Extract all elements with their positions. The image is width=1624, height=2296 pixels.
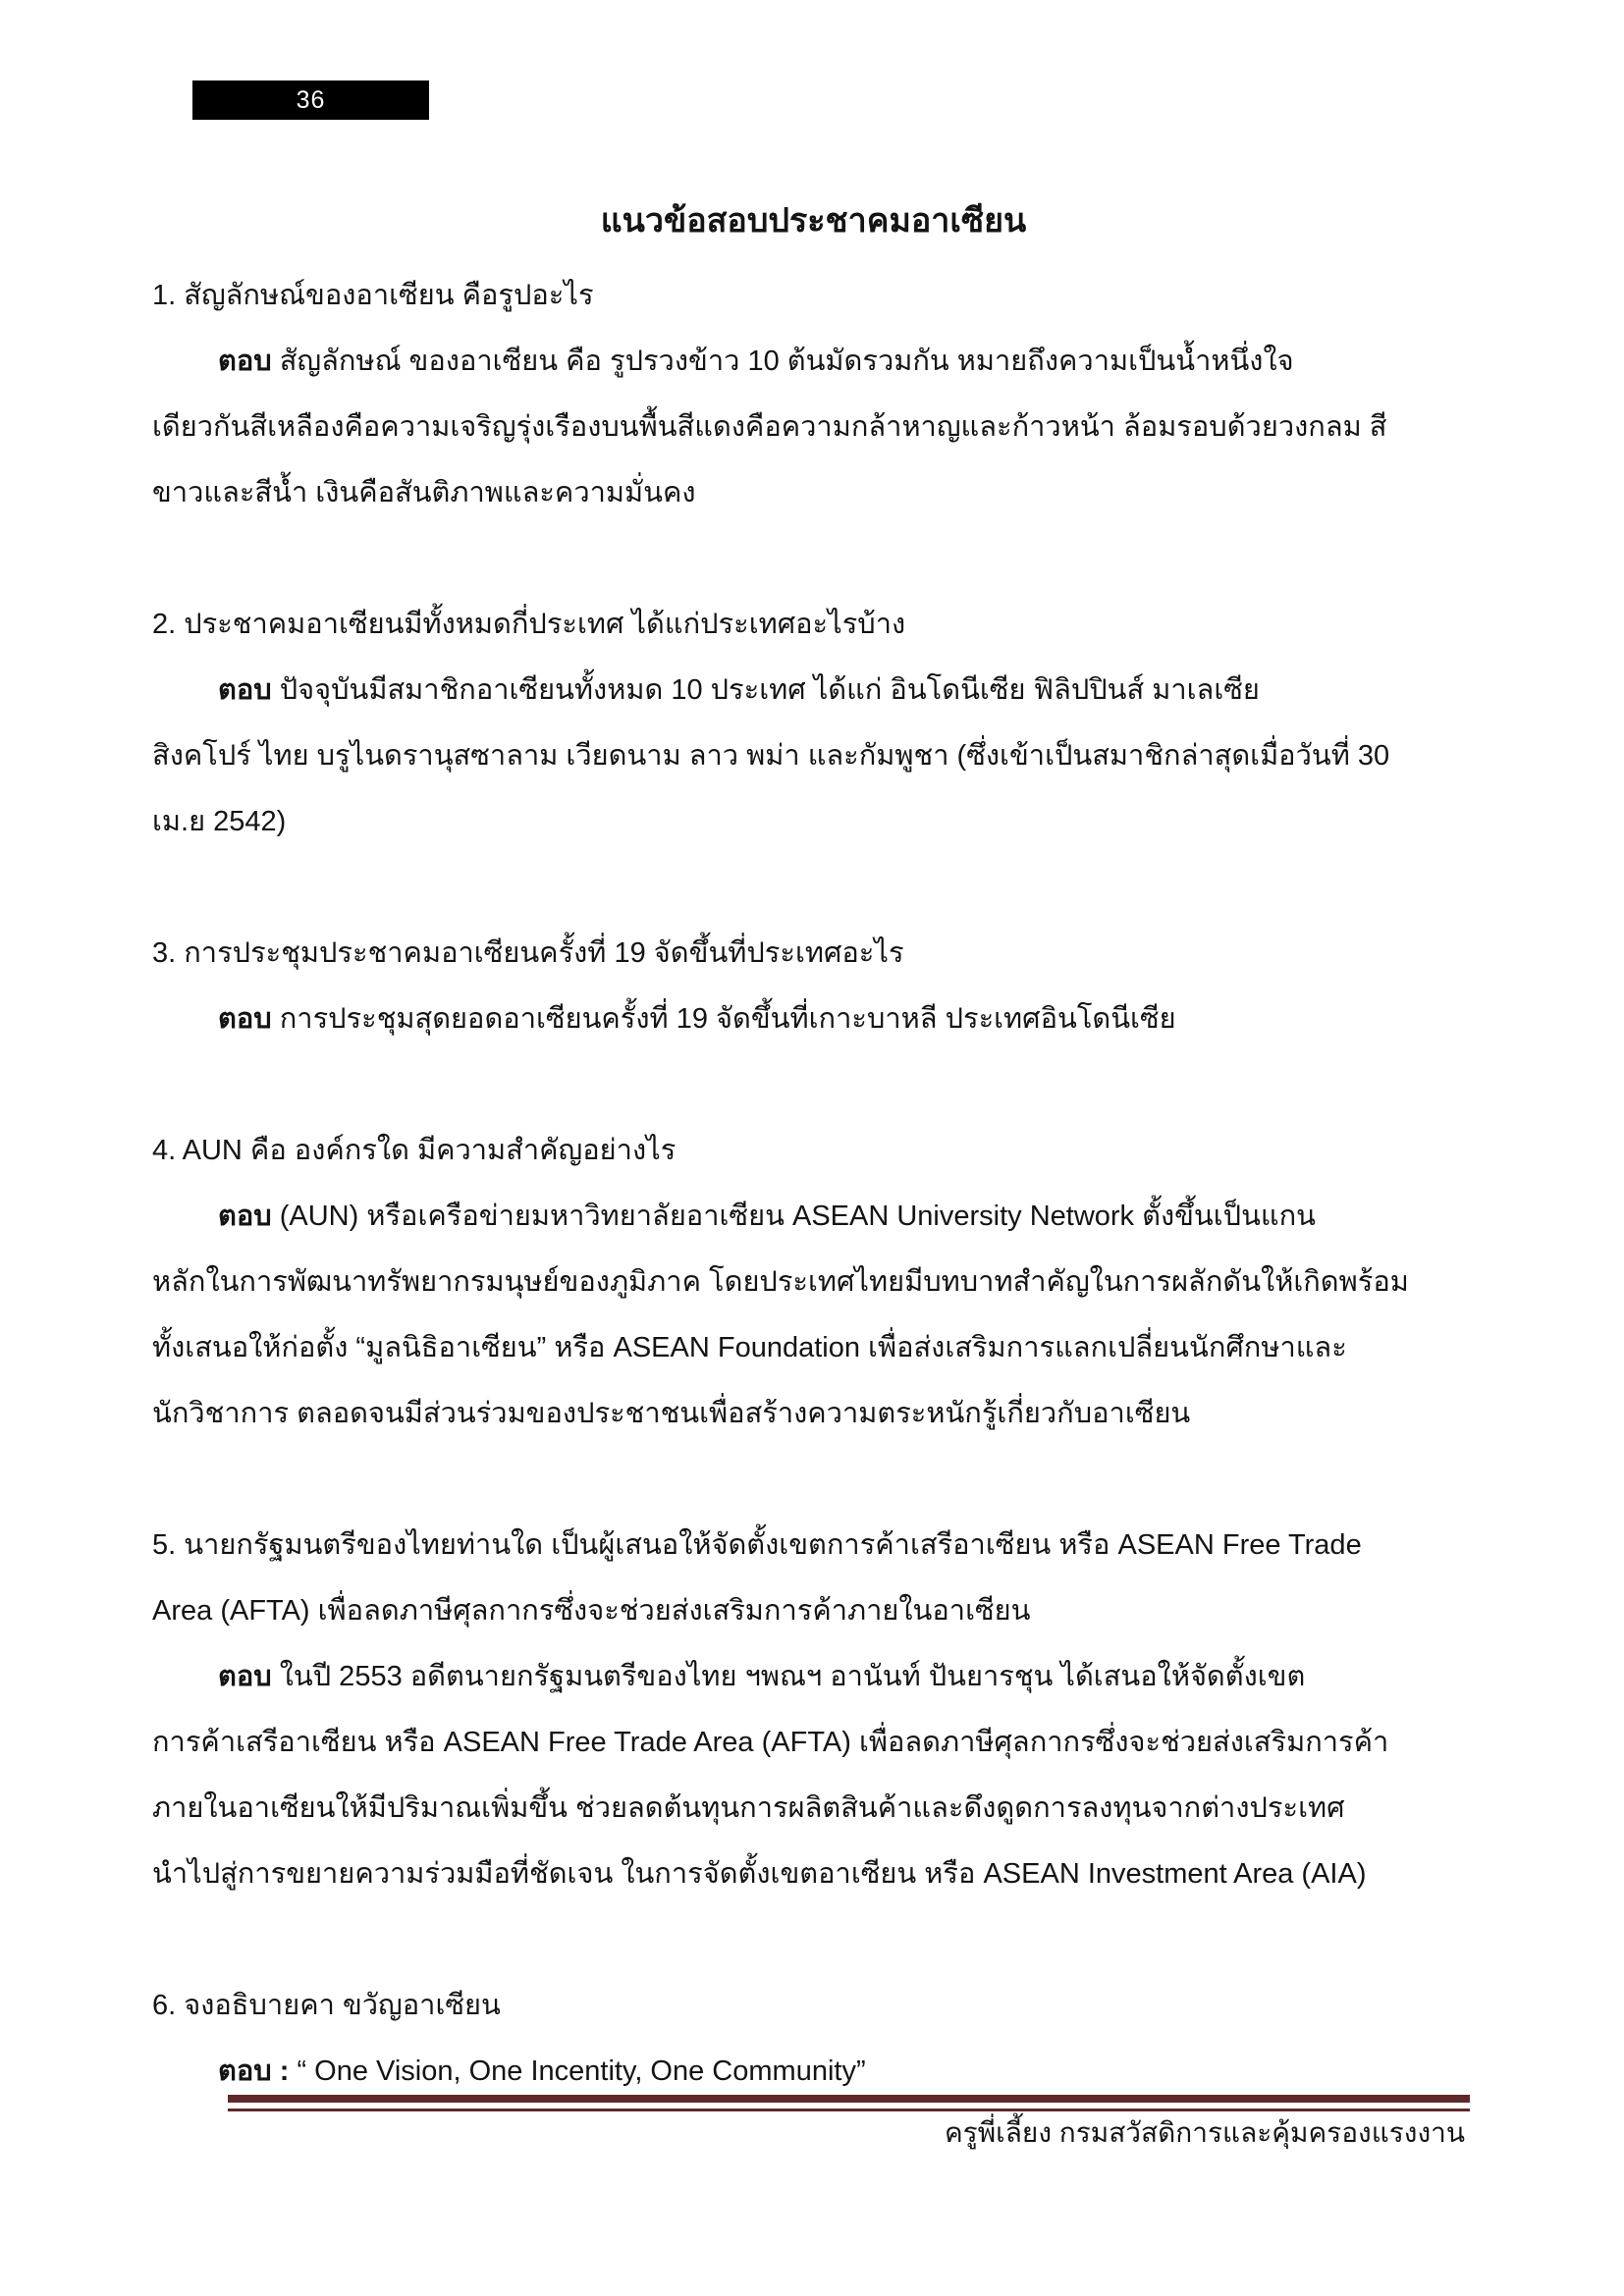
answer-line — [152, 658, 1475, 723]
footer-rule-thick — [228, 2095, 1470, 2103]
answer-line: การค้าเสรีอาเซียน หรือ ASEAN Free Trade Area (AFTA) เพื่อลดภาษีศุลกากรซึ่งจะช่วยส่งเสริมการค้า — [152, 1727, 1389, 1758]
answer-text: ในปี 2553 อดีตนายกรัฐมนตรีของไทย ฯพณฯ อานันท์ ปันยารชุน ได้เสนอให้จัดตั้งเขต — [279, 1661, 1306, 1692]
document-body — [152, 196, 1475, 2105]
answer-label: ตอบ — [218, 674, 272, 706]
qa-item-2 — [152, 592, 1475, 855]
answer-line — [152, 1644, 1475, 1710]
answer-line: ภายในอาเซียนให้มีปริมาณเพิ่มขึ้น ช่วยลดต้นทุนการผลิตสินค้าและดึงดูดการลงทุนจากต่างประเทศ — [152, 1792, 1345, 1824]
answer-line — [152, 329, 1475, 395]
question-line: Area (AFTA) เพื่อลดภาษีศุลกากรซึ่งจะช่วยส่งเสริมการค้าภายในอาเซียน — [152, 1595, 1031, 1627]
answer-line: สิงคโปร์ ไทย บรูไนดรานุสซาลาม เวียดนาม ลาว พม่า และกัมพูชา (ซึ่งเข้าเป็นสมาชิกล่าสุดเมื่อวันที่ 30 — [152, 740, 1390, 772]
answer-text: (AUN) หรือเครือข่ายมหาวิทยาลัยอาเซียน ASEAN University Network ตั้งขึ้นเป็นแกน — [279, 1201, 1316, 1232]
footer-credit: ครูพี่เลี้ยง กรมสวัสดิการและคุ้มครองแรงงาน — [944, 2117, 1465, 2148]
answer-text: ปัจจุบันมีสมาชิกอาเซียนทั้งหมด 10 ประเทศ ได้แก่ อินโดนีเซีย ฟิลิปปินส์ มาเลเซีย — [279, 674, 1260, 706]
answer-line: ทั้งเสนอให้ก่อตั้ง “มูลนิธิอาเซียน” หรือ ASEAN Foundation เพื่อส่งเสริมการแลกเปลี่ยนนักศึกษาและ — [152, 1332, 1347, 1363]
answer-line: ขาวและสีน้ำ เงินคือสันติภาพและความมั่นคง — [152, 477, 696, 508]
question-line: 4. AUN คือ องค์กรใด มีความสำคัญอย่างไร — [152, 1135, 677, 1166]
page-number-badge — [192, 80, 429, 120]
answer-label: ตอบ — [218, 1661, 272, 1692]
answer-label: ตอบ : — [218, 2056, 290, 2087]
answer-label: ตอบ — [218, 1003, 272, 1035]
answer-line: หลักในการพัฒนาทรัพยากรมนุษย์ของภูมิภาค โดยประเทศไทยมีบทบาทสำคัญในการผลักดันให้เกิดพร้อม — [152, 1266, 1409, 1298]
qa-item-4 — [152, 1118, 1475, 1447]
question-line: 2. ประชาคมอาเซียนมีทั้งหมดกี่ประเทศ ได้แก่ประเทศอะไรบ้าง — [152, 609, 906, 640]
footer-rule-thin — [228, 2109, 1470, 2111]
qa-item-6 — [152, 1973, 1475, 2105]
qa-item-1 — [152, 263, 1475, 526]
qa-item-3 — [152, 921, 1475, 1052]
answer-line: เดียวกันสีเหลืองคือความเจริญรุ่งเรืองบนพื้นสีแดงคือความกล้าหาญและก้าวหน้า ล้อมรอบด้วยวงกลม สี — [152, 411, 1387, 443]
answer-label: ตอบ — [218, 1201, 272, 1232]
answer-label: ตอบ — [218, 346, 272, 377]
page-title: แนวข้อสอบประชาคมอาเซียน — [600, 202, 1027, 240]
qa-item-5 — [152, 1513, 1475, 1907]
answer-line: นักวิชาการ ตลอดจนมีส่วนร่วมของประชาชนเพื่อสร้างความตระหนักรู้เกี่ยวกับอาเซียน — [152, 1398, 1191, 1429]
answer-text: “ One Vision, One Incentity, One Community” — [297, 2056, 866, 2087]
question-line: 5. นายกรัฐมนตรีของไทยท่านใด เป็นผู้เสนอให้จัดตั้งเขตการค้าเสรีอาเซียน หรือ ASEAN Free Trade — [152, 1529, 1362, 1561]
answer-line: เม.ย 2542) — [152, 806, 287, 837]
answer-text: การประชุมสุดยอดอาเซียนครั้งที่ 19 จัดขึ้นที่เกาะบาหลี ประเทศอินโดนีเซีย — [279, 1003, 1176, 1035]
question-line: 3. การประชุมประชาคมอาเซียนครั้งที่ 19 จัดขึ้นที่ประเทศอะไร — [152, 937, 904, 969]
answer-text: สัญลักษณ์ ของอาเซียน คือ รูปรวงข้าว 10 ต้นมัดรวมกัน หมายถึงความเป็นน้ำหนึ่งใจ — [279, 346, 1294, 377]
page-number: 36 — [296, 85, 326, 114]
question-line: 6. จงอธิบายคา ขวัญอาเซียน — [152, 1990, 501, 2021]
answer-line: นำไปสู่การขยายความร่วมมือที่ชัดเจน ในการจัดตั้งเขตอาเซียน หรือ ASEAN Investment Area (AIA) — [152, 1858, 1367, 1890]
answer-line — [152, 987, 1475, 1052]
question-line: 1. สัญลักษณ์ของอาเซียน คือรูปอะไร — [152, 280, 594, 311]
answer-line — [152, 1184, 1475, 1250]
